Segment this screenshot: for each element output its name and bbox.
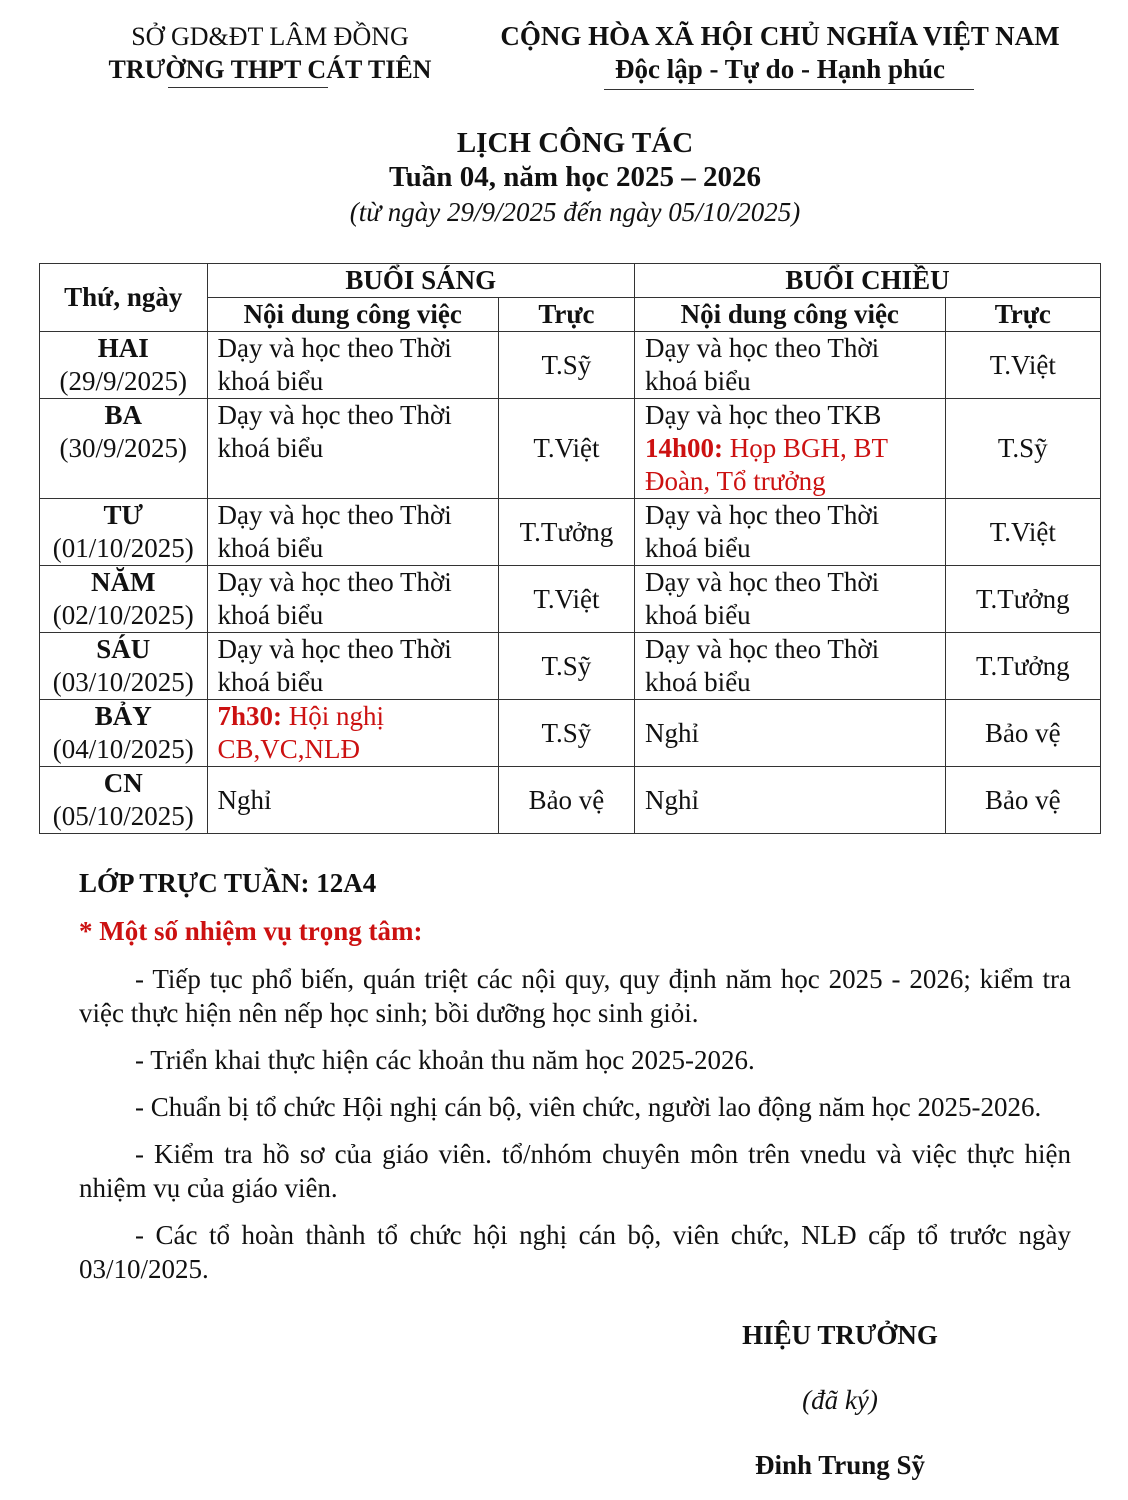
day-date: (05/10/2025) xyxy=(52,801,194,831)
table-row xyxy=(40,399,1101,499)
table-row xyxy=(40,700,1101,767)
day-date: (04/10/2025) xyxy=(52,734,194,764)
am-task-cell: Dạy và học theo Thời khoá biểu xyxy=(207,633,498,700)
day-cell xyxy=(40,499,208,566)
document-title: LỊCH CÔNG TÁC xyxy=(456,127,694,159)
am-duty-cell: T.Sỹ xyxy=(498,332,634,399)
national-motto: Độc lập - Tự do - Hạnh phúc xyxy=(614,54,946,84)
col-header-pm-task: Nội dung công việc xyxy=(634,298,945,332)
pm-task-cell: Dạy và học theo Thời khoá biểu xyxy=(634,332,945,399)
col-header-am-duty: Trực xyxy=(498,298,634,332)
pm-duty-cell: T.Tưởng xyxy=(945,566,1100,633)
col-header-pm-duty: Trực xyxy=(945,298,1100,332)
col-header-morning: BUỔI SÁNG xyxy=(207,264,634,298)
task-item: - Tiếp tục phổ biến, quán triệt các nội quy, quy định năm học 2025 - 2026; kiểm tra việc thực hiện nên nếp học sinh; bồi dưỡng học sinh giỏi. xyxy=(79,964,1071,1028)
am-task-cell: Nghỉ xyxy=(207,767,498,834)
am-duty-cell: T.Sỹ xyxy=(498,700,634,767)
day-name: NĂM xyxy=(91,567,156,597)
key-tasks-list xyxy=(79,962,1071,1299)
signer-name: Đinh Trung Sỹ xyxy=(754,1450,926,1480)
event-time: 14h00: xyxy=(644,433,723,463)
day-cell xyxy=(40,332,208,399)
event-text: Họp BGH, BT Đoàn, Tổ trưởng xyxy=(644,433,888,496)
header-divider xyxy=(168,87,328,88)
pm-event xyxy=(645,432,935,498)
day-cell xyxy=(40,767,208,834)
header-row xyxy=(40,264,1101,298)
am-task-cell: Dạy và học theo Thời khoá biểu xyxy=(207,499,498,566)
task-item: - Triển khai thực hiện các khoản thu năm học 2025-2026. xyxy=(135,1045,755,1075)
pm-duty-cell: T.Sỹ xyxy=(945,399,1100,499)
pm-task-cell: Dạy và học theo Thời khoá biểu xyxy=(634,499,945,566)
school-name: TRƯỜNG THPT CÁT TIÊN xyxy=(108,55,432,84)
day-cell xyxy=(40,566,208,633)
class-on-duty: LỚP TRỰC TUẦN: 12A4 xyxy=(79,868,377,898)
day-cell xyxy=(40,399,208,499)
day-date: (01/10/2025) xyxy=(52,533,194,563)
table-row xyxy=(40,633,1101,700)
national-header xyxy=(470,20,1090,86)
day-name: BA xyxy=(104,400,143,430)
table-row xyxy=(40,767,1101,834)
table-row xyxy=(40,332,1101,399)
department-name: SỞ GD&ĐT LÂM ĐỒNG xyxy=(131,22,409,51)
am-duty-cell: T.Sỹ xyxy=(498,633,634,700)
col-header-am-task: Nội dung công việc xyxy=(207,298,498,332)
am-task-cell: Dạy và học theo Thời khoá biểu xyxy=(207,332,498,399)
pm-duty-cell: T.Việt xyxy=(945,332,1100,399)
signed-note: (đã ký) xyxy=(802,1385,878,1415)
task-item: - Kiểm tra hồ sơ của giáo viên. tổ/nhóm chuyên môn trên vnedu và việc thực hiện nhiệm vụ của giáo viên. xyxy=(79,1139,1071,1203)
day-name: SÁU xyxy=(96,634,151,664)
day-name: CN xyxy=(103,768,143,798)
pm-duty-cell: Bảo vệ xyxy=(945,767,1100,834)
am-task-cell: Dạy và học theo Thời khoá biểu xyxy=(207,399,498,499)
event-time: 7h30: xyxy=(217,701,283,731)
task-item: - Chuẩn bị tổ chức Hội nghị cán bộ, viên chức, người lao động năm học 2025-2026. xyxy=(135,1092,1042,1122)
document-title-block xyxy=(0,126,1128,229)
col-header-day: Thứ, ngày xyxy=(40,264,208,332)
date-range: (từ ngày 29/9/2025 đến ngày 05/10/2025) xyxy=(349,197,801,227)
signer-role: HIỆU TRƯỞNG xyxy=(742,1320,938,1350)
day-name: HAI xyxy=(97,333,149,363)
pm-duty-cell: T.Việt xyxy=(945,499,1100,566)
day-cell xyxy=(40,700,208,767)
pm-task-cell: Nghỉ xyxy=(634,767,945,834)
day-date: (29/9/2025) xyxy=(59,366,187,396)
schedule-table xyxy=(39,263,1101,834)
am-duty-cell: T.Việt xyxy=(498,566,634,633)
pm-task-cell: Dạy và học theo Thời khoá biểu xyxy=(634,633,945,700)
motto-underline xyxy=(604,89,974,90)
key-tasks-heading: * Một số nhiệm vụ trọng tâm: xyxy=(79,916,423,946)
department-header xyxy=(70,20,470,86)
day-date: (02/10/2025) xyxy=(52,600,194,630)
am-duty-cell: T.Tưởng xyxy=(498,499,634,566)
day-date: (03/10/2025) xyxy=(52,667,194,697)
pm-duty-cell: T.Tưởng xyxy=(945,633,1100,700)
task-item: - Các tổ hoàn thành tổ chức hội nghị cán bộ, viên chức, NLĐ cấp tổ trước ngày 03/10/2025. xyxy=(79,1220,1071,1284)
day-date: (30/9/2025) xyxy=(59,433,187,463)
am-duty-cell: Bảo vệ xyxy=(498,767,634,834)
am-duty-cell: T.Việt xyxy=(498,399,634,499)
event-text: Hội nghị CB,VC,NLĐ xyxy=(217,701,385,764)
col-header-afternoon: BUỔI CHIỀU xyxy=(634,264,1100,298)
am-task-cell: Dạy và học theo Thời khoá biểu xyxy=(207,566,498,633)
day-name: BẢY xyxy=(94,701,152,731)
national-title: CỘNG HÒA XÃ HỘI CHỦ NGHĨA VIỆT NAM xyxy=(500,21,1060,51)
day-cell xyxy=(40,633,208,700)
pm-task-cell xyxy=(634,399,945,499)
pm-task-cell: Nghỉ xyxy=(634,700,945,767)
week-label: Tuần 04, năm học 2025 – 2026 xyxy=(389,161,761,193)
am-event-cell xyxy=(207,700,498,767)
pm-task-cell: Dạy và học theo Thời khoá biểu xyxy=(634,566,945,633)
table-row xyxy=(40,566,1101,633)
pm-duty-cell: Bảo vệ xyxy=(945,700,1100,767)
signature-block xyxy=(700,1320,980,1481)
day-name: TƯ xyxy=(103,500,143,530)
pm-task-text: Dạy và học theo TKB xyxy=(644,400,882,430)
table-row xyxy=(40,499,1101,566)
